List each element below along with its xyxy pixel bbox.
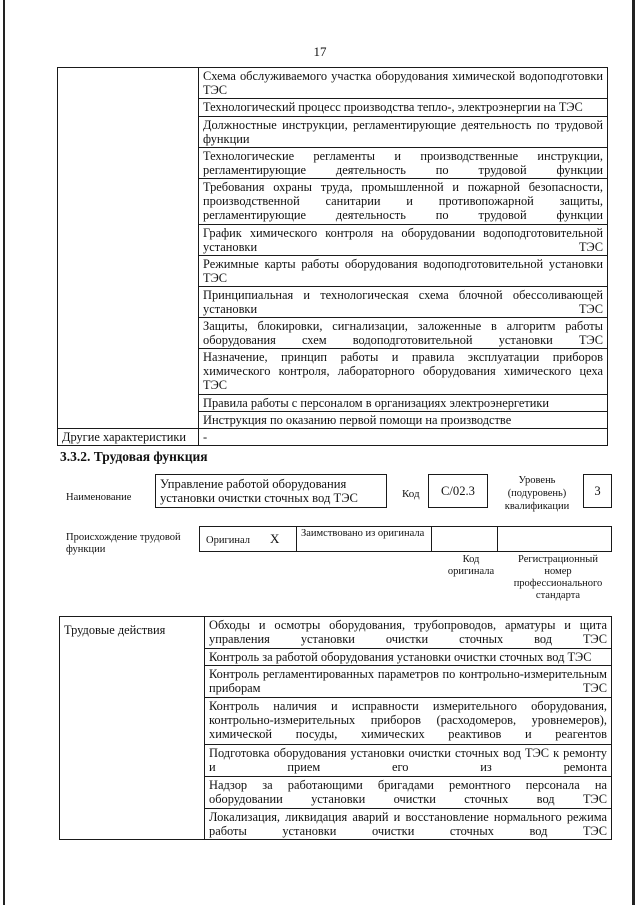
origin-label: Происхождение трудовой функции	[66, 532, 181, 555]
origin-divider	[296, 527, 297, 551]
labor-action-item: Контроль наличия и исправности измерительного оборудования, контрольно-измерительных приборов (расходомеров, уровнемеров), химической посуды, химических реактивов и реагентов	[205, 698, 612, 745]
qualification-level-label: Уровень (подуровень) квалификации	[504, 475, 570, 512]
original-label: Оригинал	[206, 535, 250, 546]
knowledge-item: Технологические регламенты и производственные инструкции, регламентирующие деятельность по трудовой функции	[199, 148, 608, 179]
code-original-label: Код оригинала	[447, 554, 495, 577]
section-heading: 3.3.2. Трудовая функция	[60, 449, 208, 464]
code-box	[428, 474, 488, 508]
level-box	[583, 474, 612, 508]
knowledge-item: Должностные инструкции, регламентирующие деятельность по трудовой функции	[199, 117, 608, 148]
code-value: C/02.3	[441, 484, 475, 498]
labor-actions-table	[59, 616, 612, 840]
knowledge-item: Защиты, блокировки, сигнализации, заложенные в алгоритм работы оборудования схем водоподготовительной установки ТЭС	[199, 318, 608, 349]
original-mark: X	[270, 531, 280, 546]
labor-action-item: Локализация, ликвидация аварий и восстановление нормального режима работы установки очистки сточных вод ТЭС	[205, 809, 612, 840]
knowledge-item: Требования охраны труда, промышленной и пожарной безопасности, производственной санитарии и противопожарной защиты, регламентирующие деятельность по трудовой функции	[199, 179, 608, 225]
labor-action-item: Контроль регламентированных параметров по контрольно-измерительным приборам ТЭС	[205, 666, 612, 698]
page-number: 17	[313, 44, 327, 59]
level-value: 3	[594, 484, 601, 498]
knowledge-item: Назначение, принцип работы и правила эксплуатации приборов химического контроля, лабораторного оборудования химического цеха ТЭС	[199, 349, 608, 395]
knowledge-item: Инструкция по оказанию первой помощи на производстве	[199, 412, 608, 429]
origin-table	[199, 526, 612, 552]
knowledge-item: Правила работы с персоналом в организациях электроэнергетики	[199, 395, 608, 412]
labor-actions-label: Трудовые действия	[60, 617, 205, 840]
knowledge-item: Принципиальная и технологическая схема блочной обессоливающей установки ТЭС	[199, 287, 608, 318]
origin-divider	[431, 527, 432, 551]
knowledge-item: Схема обслуживаемого участка оборудования химической водоподготовки ТЭС	[199, 68, 608, 99]
reg-number-label: Регистрационный номер профессионального стандарта	[513, 554, 603, 601]
name-label: Наименование	[66, 492, 132, 503]
labor-action-item: Надзор за работающими бригадами ремонтного персонала на оборудовании установки очистки сточных вод ТЭС	[205, 777, 612, 809]
code-label: Код	[402, 488, 420, 500]
scan-border-left	[3, 0, 5, 905]
knowledge-item: Режимные карты работы оборудования водоподготовительной установки ТЭС	[199, 256, 608, 287]
labor-action-item: Подготовка оборудования установки очистки сточных вод ТЭС к ремонту и прием его из ремонта	[205, 745, 612, 777]
other-characteristics-value: -	[199, 429, 608, 446]
function-name-box	[155, 474, 387, 508]
function-name: Управление работой оборудования установки очистки сточных вод ТЭС	[160, 477, 358, 505]
scan-border-right	[632, 0, 635, 905]
other-characteristics-label: Другие характеристики	[58, 429, 199, 446]
knowledge-item: График химического контроля на оборудовании водоподготовительной установки ТЭС	[199, 225, 608, 256]
knowledge-item: Технологический процесс производства тепло-, электроэнергии на ТЭС	[199, 99, 608, 117]
knowledge-label-cell	[58, 68, 199, 429]
labor-action-item: Обходы и осмотры оборудования, трубопроводов, арматуры и щита управления установки очистки сточных вод ТЭС	[205, 617, 612, 649]
labor-action-item: Контроль за работой оборудования установки очистки сточных вод ТЭС	[205, 649, 612, 666]
origin-divider	[497, 527, 498, 551]
borrowed-label: Заимствовано из оригинала	[301, 528, 425, 539]
knowledge-table	[57, 67, 608, 446]
